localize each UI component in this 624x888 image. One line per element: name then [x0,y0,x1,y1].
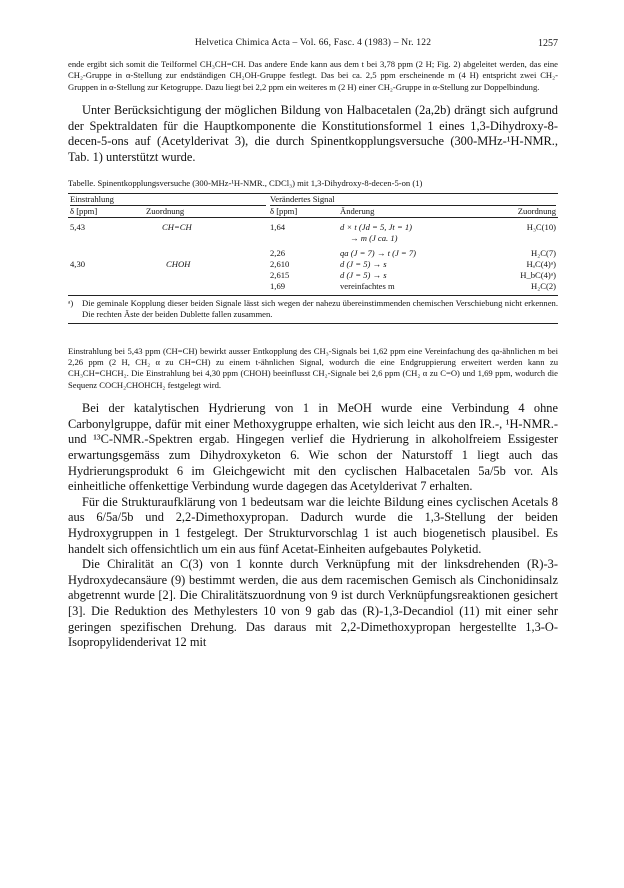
table-cell [144,233,268,244]
table-cell: 1,64 [270,221,286,232]
table-column-header [68,206,558,218]
table-cell: 5,43 [70,221,86,232]
table-cell [68,270,144,281]
table-cell [144,270,268,281]
footnote-text: Die geminale Kopplung dieser beiden Signale lässt sich wegen der nahezu übereinstimmenden chemischen Verschiebung nicht erkennen. Die rechten Äste der beiden Dublette fallen zusammen. [82,297,558,319]
page-number: 1257 [538,38,558,49]
table-cell: d × t (Jd = 5, Jt = 1) [340,221,413,232]
footnote-mark: ᵃ) [68,297,74,308]
table-cell: d (J = 5) → s [340,258,387,269]
table-row [68,259,558,270]
table-cell [144,248,268,259]
table-cell: 2,610 [270,258,290,269]
table-group-header [68,193,558,206]
table-cell: CHOH [166,258,191,269]
col-header: Zuordnung [492,206,558,218]
group-header-irradiation: Einstrahlung [68,193,268,206]
table-row [68,270,558,281]
table-block [68,178,558,324]
col-header: Änderung [338,206,492,218]
table-cell: H₂C(2) [531,280,556,291]
table-cell: d (J = 5) → s [340,269,387,280]
spin-decoupling-table [68,193,558,296]
table-row [68,281,558,296]
paragraph-4: Die Chiralität an C(3) von 1 konnte durch Verknüpfung mit der linksdrehenden (R)-3-Hydroxydecansäure (9) bestimmt werden, die aus dem racemischen Gemisch als Cinchonidinsalz abgetrennt wurde [2]. Die Chiralitätszuordnung von 9 ist durch Verknüpfungsreaktionen gesichert [3]. Die Reduktion des Methylesters 10 von 9 gab das (R)-1,3-Decandiol (11) mit einer sehr geringen spezifischen Drehung. Das daraus mit 2,2-Dimethoxypropan hergestellte 1,3-O-Isopropylidenderivat 12 mit [68,557,558,650]
table-cell: vereinfachtes m [340,280,395,291]
table-cell: qa (J = 7) → t (J = 7) [340,247,417,258]
group-header-changed-signal: Verändertes Signal [268,193,558,206]
decoupling-note-text: Einstrahlung bei 5,43 ppm (CH=CH) bewirkt ausser Entkopplung des CH₃-Signals bei 1,62 ppm eine Vereinfachung des qa-ähnlichen m bei 2,26 ppm (2 H, CH₂ α zu CH=CH) zu einem t-ähnlichen Signal, wodurch die eine Endgruppierung erweitert werden kann zu CH₃CH=CHCH₂. Die Einstrahlung bei 4,30 ppm (CHOH) beeinflusst CH₂-Signale bei 2,6 ppm (CH₂ α zu C=O) und 1,69 ppm, wodurch die Sequenz COCH₂CHOHCH₂ festgelegt wird. [68,345,558,390]
intro-paragraph-small [68,59,558,93]
table-cell [144,281,268,296]
table-row [68,248,558,259]
journal-title: Helvetica Chimica Acta – Vol. 66, Fasc. 4 (1983) – Nr. 122 [194,38,432,48]
paragraph-2: Bei der katalytischen Hydrierung von 1 in MeOH wurde eine Verbindung 4 ohne Carbonylgruppe, dafür mit einer Methoxygruppe erhalten, wie sich leicht aus den IR.-, ¹H-NMR.- und ¹³C-NMR.-Spektren ergab. Hingegen verlief die Hydrierung in alkoholfreiem Essigester erwartungsgemäss zum Dihydroxyketon 6. Wie schon der Naturstoff 1 liegt auch das Hydrierungsprodukt 6 im Gleichgewicht mit den cyclischen Halbacetalen 5a/5b vor. Als einheitliche offenkettige Verbindung wurde dagegen das Acetylderivat 7 erhalten. [68,401,558,494]
table-cell: HₐC(4)ᵃ) [526,258,556,269]
col-header: δ [ppm] [68,206,144,218]
table-cell [268,233,338,244]
table-cell [68,248,144,259]
running-header [68,38,558,52]
col-header: Zuordnung [144,206,268,218]
table-cell: → m (J ca. 1) [350,232,398,243]
table-cell [68,233,144,244]
table-cell: 4,30 [70,258,86,269]
table-caption: Tabelle. Spinentkopplungsversuche (300-MHz-¹H-NMR., CDCl₃) mit 1,3-Dihydroxy-8-decen-5-on (1) [68,177,423,188]
page [68,38,558,651]
col-header: δ [ppm] [268,206,338,218]
table-cell: 2,26 [270,247,286,258]
table-cell [68,281,144,296]
table-cell [492,233,558,244]
intro-text: ende ergibt sich somit die Teilformel CH₃CH=CH. Das andere Ende kann aus dem t bei 3,78 ppm (2 H; Fig. 2) abgeleitet werden, das eine CH₂-Gruppe in α-Stellung zur endständigen CH₂OH-Gruppe festlegt. Das bei ca. 2,5 ppm erscheinende m (4 H) entspricht zwei CH₂-Gruppen in α-Stellung zur Ketogruppe. Dazu liegt bei 2,2 ppm ein weiteres m (2 H) einer CH₂-Gruppe in α-Stellung zur Doppelbindung. [68,59,558,92]
table-row [68,222,558,233]
paragraph-1: Unter Berücksichtigung der möglichen Bildung von Halbacetalen (2a,2b) drängt sich aufgrund der Spektraldaten für die Hauptkomponente die Konstitutionsformel 1 eines 1,3-Dihydroxy-8-decen-5-ons auf (Acetylderivat 3), die durch Spinentkopplungsversuche (300-MHz-¹H-NMR., Tab. 1) unterstützt wurde. [68,103,558,164]
paragraph-3: Für die Strukturaufklärung von 1 bedeutsam war die leichte Bildung eines cyclischen Acetals 8 aus 6/5a/5b und 2,2-Dimethoxypropan. Dadurch wurde die 1,3-Stellung der beiden Hydroxygruppen in 1 festgelegt. Der Strukturvorschlag 1 ist auch biogenetisch plausibel. Es handelt sich offensichtlich um ein aus fünf Acetat-Einheiten aufgebautes Polyketid. [68,494,558,556]
body-section-1 [68,103,558,165]
table-cell: 1,69 [270,280,286,291]
table-cell: H₂C(7) [531,247,556,258]
table-cell: 2,615 [270,269,290,280]
decoupling-note-small [68,346,558,392]
table-footnote [68,296,558,324]
table-row [68,233,558,244]
table-cell: H₃C(10) [526,221,556,232]
body-section-2 [68,401,558,651]
table-cell: H_bC(4)ᵃ) [520,269,556,280]
table-cell: CH=CH [162,221,192,232]
